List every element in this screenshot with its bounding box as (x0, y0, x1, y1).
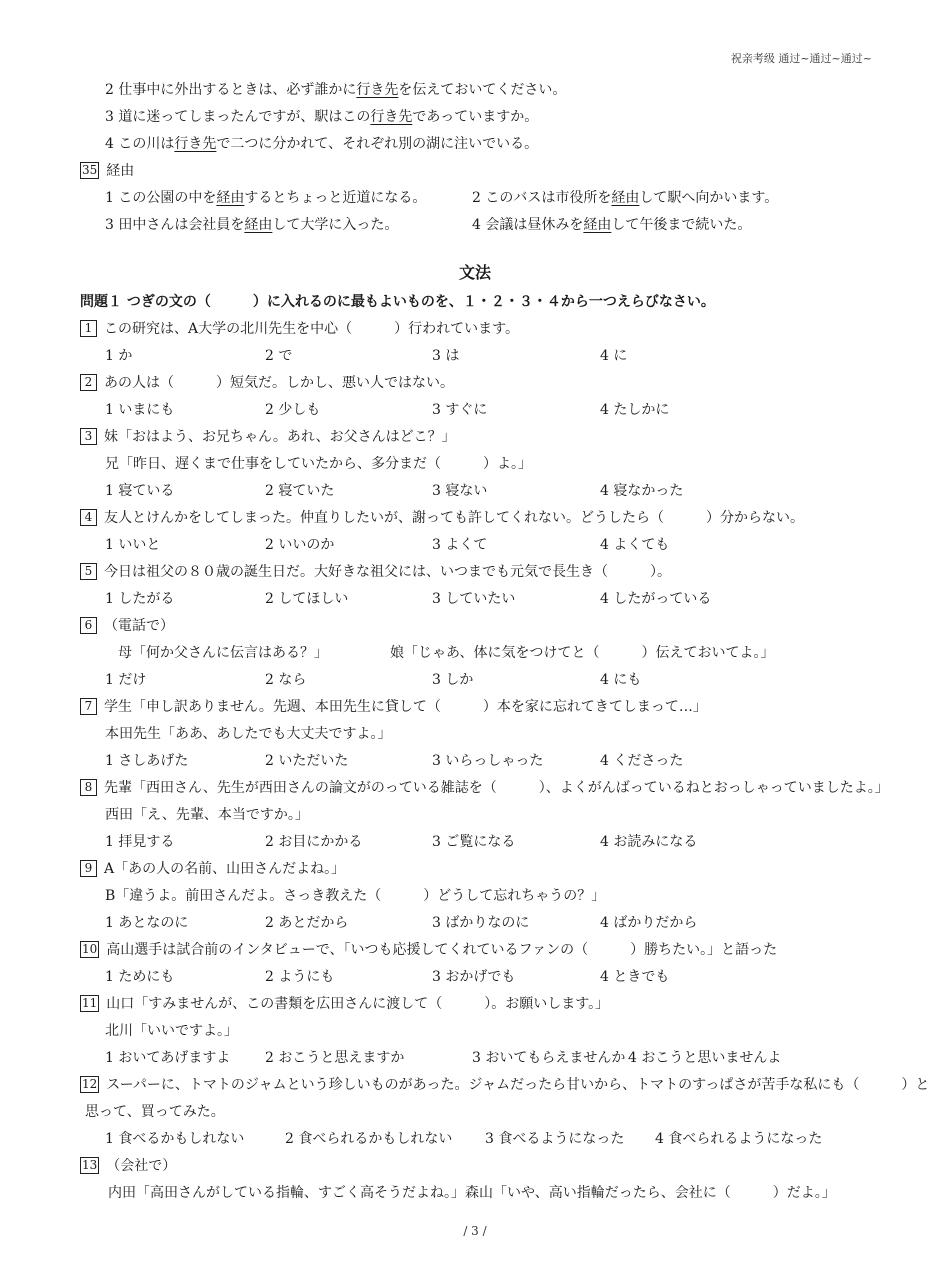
option-number: 2 (265, 753, 274, 769)
question-stem (80, 1155, 176, 1175)
option-text: していたい (445, 591, 516, 607)
choice-row (0, 184, 950, 211)
option-text: 寝なかった (613, 483, 684, 499)
choice-option (265, 669, 306, 689)
option-text: いいのか (278, 537, 335, 553)
document-body (0, 76, 950, 1206)
option-number: 1 (105, 1050, 114, 1066)
instruction-row (0, 288, 950, 315)
choice-option (265, 1047, 404, 1067)
question-stem (80, 777, 889, 797)
question-number-box: 7 (80, 698, 97, 715)
option-number: 4 (628, 1050, 637, 1066)
choice-row (0, 747, 950, 774)
option-text: よくて (445, 537, 488, 553)
option-number: 1 (105, 969, 114, 985)
option-text: いまにも (118, 402, 175, 418)
choice-option (472, 1047, 625, 1067)
choice-row (0, 477, 950, 504)
dialogue-line: 西田「え、先輩、本当ですか。」 (105, 807, 309, 823)
question-stem (80, 507, 804, 527)
option-number: 1 (105, 834, 114, 850)
option-number: 3 (432, 672, 441, 688)
underlined-word: 経由 (611, 190, 640, 206)
text-part: して大学に入った。 (272, 217, 399, 233)
question-line (0, 936, 950, 963)
choice-row (0, 963, 950, 990)
option-text: なら (278, 672, 307, 688)
underlined-word: 経由 (216, 190, 245, 206)
option-text: 寝ていた (278, 483, 335, 499)
question-stem (80, 426, 456, 446)
choice-option (432, 534, 487, 554)
question-stem (80, 696, 707, 716)
option-text: 寝ている (118, 483, 175, 499)
question-stem (80, 372, 454, 392)
question-text: あの人は（ ）短気だ。しかし、悪い人ではない。 (104, 375, 454, 391)
question-line (0, 423, 950, 450)
choice-option (628, 1047, 781, 1067)
choice-option (600, 534, 669, 554)
question-text: （会社で） (106, 1158, 177, 1174)
option-number: 3 (485, 1131, 494, 1147)
dialogue-line: 内田「高田さんがしている指輪、すごく高そうだよね。」森山「いや、高い指輪だったら、会社に（ ）だよ。」 (108, 1185, 836, 1201)
choice-option (600, 345, 627, 365)
option-text: にも (613, 672, 642, 688)
option-number: 3 (472, 1050, 481, 1066)
question-line (0, 315, 950, 342)
question-number-box: 2 (80, 374, 97, 391)
choice-option (105, 1128, 244, 1148)
option-number: 1 (105, 537, 114, 553)
question-line (0, 801, 950, 828)
option-text: お読みになる (613, 834, 698, 850)
text-part: 会議は昼休みを (485, 217, 584, 233)
option-text: ばかりだから (613, 915, 698, 931)
question-number-box: 35 (82, 163, 98, 177)
underlined-word: 行き先 (356, 82, 399, 98)
question-line (0, 990, 950, 1017)
option-text: 食べられるかもしれない (298, 1131, 453, 1147)
text-part: であっていますか。 (412, 109, 539, 125)
underlined-word: 行き先 (370, 109, 413, 125)
option-number: 4 (600, 915, 609, 931)
option-number: 4 (655, 1131, 664, 1147)
choice-option (265, 345, 292, 365)
choice-option (285, 1128, 452, 1148)
choice-row (0, 666, 950, 693)
dialogue-line: 娘「じゃあ、体に気をつけてと（ ）伝えておいてよ。」 (390, 645, 775, 661)
underlined-word: 経由 (583, 217, 612, 233)
vocab-word: 経由 (106, 163, 135, 179)
option-text: 食べられるようになった (668, 1131, 823, 1147)
option-text: だけ (118, 672, 147, 688)
question-line (0, 720, 950, 747)
text-part: 道に迷ってしまったんですが、駅はこの (118, 109, 371, 125)
text-part: この川は (118, 136, 175, 152)
option-number: 3 (432, 402, 441, 418)
choice-option (472, 187, 778, 207)
dialogue-line: 母「何か父さんに伝言はある？」 (118, 645, 328, 661)
text-part: するとちょっと近道になる。 (244, 190, 427, 206)
option-number: 1 (105, 753, 114, 769)
choice-row (0, 342, 950, 369)
choice-option (600, 966, 669, 986)
text-part: この公園の中を (118, 190, 217, 206)
underlined-word: 経由 (244, 217, 273, 233)
choice-row (0, 1044, 950, 1071)
option-number: 3 (432, 348, 441, 364)
option-text: しか (445, 672, 474, 688)
page-number: / 3 / (463, 1224, 487, 1238)
choice-option (432, 345, 459, 365)
option-text: くださった (613, 753, 684, 769)
option-number: 4 (600, 402, 609, 418)
choice-option (600, 912, 697, 932)
question-line (0, 882, 950, 909)
question-line (0, 558, 950, 585)
option-number: 4 (600, 969, 609, 985)
question-number-box: 6 (80, 617, 97, 634)
dialogue-line: B「違うよ。前田さんだよ。さっき教えた（ ）どうして忘れちゃうの？」 (105, 888, 606, 904)
option-number: 2 (265, 834, 274, 850)
question-line (0, 612, 950, 639)
option-text: ご覧になる (445, 834, 516, 850)
choice-option (432, 750, 543, 770)
question-line (0, 1017, 950, 1044)
question-stem (80, 939, 777, 959)
option-number: 4 (600, 591, 609, 607)
option-text: ときでも (613, 969, 670, 985)
choice-option (600, 480, 683, 500)
choice-option (105, 399, 174, 419)
option-text: いいと (118, 537, 161, 553)
question-stem (80, 561, 671, 581)
question-line (0, 450, 950, 477)
example-sentence (105, 79, 566, 99)
option-text: 食べるようになった (498, 1131, 625, 1147)
question-text: 今日は祖父の８０歳の誕生日だ。大好きな祖父には、いつまでも元気で長生き（ ）。 (104, 564, 671, 580)
option-text: 食べるかもしれない (118, 1131, 245, 1147)
option-number: 4 (600, 672, 609, 688)
option-text: したがる (118, 591, 175, 607)
option-number: 4 (600, 834, 609, 850)
choice-row (0, 1125, 950, 1152)
option-text: さしあげた (118, 753, 189, 769)
option-number: 2 (265, 915, 274, 931)
option-number: 4 (105, 136, 114, 152)
dialogue-line: 思って、買ってみた。 (85, 1104, 225, 1120)
option-number: 3 (432, 753, 441, 769)
question-text: スーパーに、トマトのジャムという珍しいものがあった。ジャムだったら甘いから、トマトのすっぱさが苦手な私にも（ ）と (106, 1077, 930, 1093)
question-line (0, 1179, 950, 1206)
option-text: すぐに (445, 402, 488, 418)
question-line (0, 774, 950, 801)
option-text: いただいた (278, 753, 349, 769)
text-part: このバスは市役所を (485, 190, 612, 206)
option-text: あとなのに (118, 915, 189, 931)
question-text: （電話で） (104, 618, 174, 634)
option-number: 2 (265, 969, 274, 985)
instruction: 問題１ つぎの文の（ ）に入れるのに最もよいものを、１・２・３・４から一つえらびなさい。 (80, 294, 715, 310)
choice-option (600, 588, 711, 608)
section-title: 文法 (458, 263, 491, 282)
choice-option (485, 1128, 624, 1148)
question-number-box: 11 (82, 996, 98, 1010)
option-number: 2 (285, 1131, 294, 1147)
question-number-box: 4 (80, 509, 97, 526)
choice-option (105, 750, 188, 770)
choice-row (0, 211, 950, 238)
question-line (0, 1098, 950, 1125)
option-number: 3 (432, 537, 441, 553)
option-text: で (278, 348, 293, 364)
question-number-box: 10 (82, 942, 98, 956)
choice-option (432, 669, 473, 689)
option-text: 寝ない (445, 483, 488, 499)
option-text: お目にかかる (278, 834, 363, 850)
choice-option (472, 214, 751, 234)
option-number: 1 (105, 483, 114, 499)
question-35 (0, 157, 950, 184)
option-number: 3 (105, 217, 114, 233)
text-part: して駅へ向かいます。 (639, 190, 779, 206)
text-part: を伝えておいてください。 (398, 82, 567, 98)
option-number: 2 (472, 190, 481, 206)
dialogue-line: 北川「いいですよ。」 (105, 1023, 238, 1039)
vocab-example-line (0, 76, 950, 103)
option-number: 2 (265, 537, 274, 553)
choice-option (655, 1128, 822, 1148)
dialogue-line: 本田先生「ああ、あしたでも大丈夫ですよ。」 (105, 726, 392, 742)
vocab-example-line (0, 103, 950, 130)
option-number: 3 (432, 915, 441, 931)
choice-option (105, 187, 426, 207)
choice-option (265, 588, 348, 608)
option-number: 1 (105, 915, 114, 931)
choice-option (600, 831, 697, 851)
choice-option (105, 669, 146, 689)
option-number: 4 (600, 483, 609, 499)
question-number-box: 1 (80, 320, 97, 337)
page-header: 祝亲考级 通过~通过~通过~ (730, 52, 872, 65)
choice-row (0, 531, 950, 558)
choice-option (265, 966, 334, 986)
option-number: 3 (432, 834, 441, 850)
option-number: 4 (600, 348, 609, 364)
choice-option (432, 966, 515, 986)
question-stem (80, 318, 519, 338)
question-line (0, 1152, 950, 1179)
choice-option (105, 588, 174, 608)
option-number: 2 (265, 348, 274, 364)
choice-option (600, 750, 683, 770)
choice-option (105, 912, 188, 932)
option-text: おいてもらえませんか (485, 1050, 626, 1066)
question-text: 妹「おはよう、お兄ちゃん。あれ、お父さんはどこ？」 (104, 429, 456, 445)
question-stem (80, 160, 134, 180)
question-line (0, 369, 950, 396)
choice-option (265, 399, 320, 419)
choice-option (105, 1047, 230, 1067)
option-text: に (613, 348, 628, 364)
choice-option (432, 480, 487, 500)
option-number: 2 (105, 82, 114, 98)
option-text: 拝見する (118, 834, 175, 850)
option-text: ばかりなのに (445, 915, 530, 931)
question-stem (80, 858, 345, 878)
question-line (0, 639, 950, 666)
choice-option (265, 912, 348, 932)
option-text: いらっしゃった (445, 753, 544, 769)
option-text: したがっている (613, 591, 712, 607)
question-text: 先輩「西田さん、先生が西田さんの論文がのっている雑誌を（ ）、よくがんばっているねとおっしゃっていましたよ。」 (104, 780, 889, 796)
choice-option (432, 912, 529, 932)
option-number: 2 (265, 672, 274, 688)
option-text: おかげでも (445, 969, 516, 985)
option-number: 2 (265, 483, 274, 499)
choice-option (600, 669, 641, 689)
choice-option (432, 588, 515, 608)
question-text: 山口「すみませんが、この書類を広田さんに渡して（ ）。お願いします。」 (106, 996, 610, 1012)
question-number-box: 13 (82, 1158, 98, 1172)
question-line (0, 855, 950, 882)
choice-option (432, 831, 515, 851)
option-number: 1 (105, 1131, 114, 1147)
underlined-word: 行き先 (174, 136, 217, 152)
option-text: たしかに (613, 402, 670, 418)
choice-row (0, 396, 950, 423)
question-text: 学生「申し訳ありません。先週、本田先生に貸して（ ）本を家に忘れてきてしまって…」 (104, 699, 707, 715)
example-sentence (105, 133, 538, 153)
option-text: おこうと思えますか (278, 1050, 405, 1066)
question-number-box: 12 (82, 1077, 98, 1091)
choice-row (0, 585, 950, 612)
example-sentence (105, 106, 538, 126)
question-text: 高山選手は試合前のインタビューで、「いつも応援してくれているファンの（ ）勝ちたい。」と語った (106, 942, 778, 958)
question-text: A「あの人の名前、山田さんだよね。」 (104, 861, 346, 877)
question-number-box: 8 (80, 779, 97, 796)
text-part: で二つに分かれて、それぞれ別の湖に注いでいる。 (216, 136, 539, 152)
choice-option (432, 399, 487, 419)
option-number: 1 (105, 348, 114, 364)
choice-option (600, 399, 669, 419)
option-text: よくても (613, 537, 670, 553)
option-text: 少しも (278, 402, 321, 418)
question-line (0, 504, 950, 531)
option-text: は (445, 348, 460, 364)
option-number: 2 (265, 1050, 274, 1066)
option-text: おこうと思いませんよ (641, 1050, 782, 1066)
question-text: この研究は、A大学の北川先生を中心（ ）行われています。 (104, 321, 519, 337)
option-number: 3 (105, 109, 114, 125)
question-text: 友人とけんかをしてしまった。仲直りしたいが、謝っても許してくれない。どうしたら（ ）分からない。 (104, 510, 804, 526)
text-part: 仕事中に外出するときは、必ず誰かに (118, 82, 357, 98)
vocab-example-line (0, 130, 950, 157)
option-number: 1 (105, 591, 114, 607)
question-line (0, 693, 950, 720)
choice-row (0, 828, 950, 855)
option-text: あとだから (278, 915, 349, 931)
question-stem (80, 1074, 929, 1094)
option-text: してほしい (278, 591, 349, 607)
option-number: 4 (472, 217, 481, 233)
option-number: 3 (432, 483, 441, 499)
text-part: して午後まで続いた。 (611, 217, 752, 233)
question-line (0, 1071, 950, 1098)
choice-option (105, 831, 174, 851)
choice-option (105, 534, 160, 554)
question-number-box: 9 (80, 860, 97, 877)
choice-option (265, 534, 334, 554)
choice-option (105, 966, 174, 986)
question-number-box: 5 (80, 563, 97, 580)
option-text: ためにも (118, 969, 175, 985)
choice-option (265, 831, 362, 851)
option-number: 1 (105, 190, 114, 206)
choice-option (265, 750, 348, 770)
question-number-box: 3 (80, 428, 97, 445)
option-text: ようにも (278, 969, 335, 985)
choice-option (105, 480, 174, 500)
choice-option (105, 214, 398, 234)
option-text: おいてあげますよ (118, 1050, 231, 1066)
choice-option (105, 345, 132, 365)
option-number: 3 (432, 969, 441, 985)
choice-option (265, 480, 334, 500)
option-number: 4 (600, 537, 609, 553)
option-number: 1 (105, 402, 114, 418)
option-number: 2 (265, 591, 274, 607)
option-number: 1 (105, 672, 114, 688)
option-text: か (118, 348, 133, 364)
question-stem (80, 615, 174, 635)
choice-row (0, 909, 950, 936)
dialogue-line: 兄「昨日、遅くまで仕事をしていたから、多分まだ（ ）よ。」 (105, 456, 532, 472)
option-number: 3 (432, 591, 441, 607)
text-part: 田中さんは会社員を (118, 217, 245, 233)
question-stem (80, 993, 609, 1013)
option-number: 4 (600, 753, 609, 769)
option-number: 2 (265, 402, 274, 418)
